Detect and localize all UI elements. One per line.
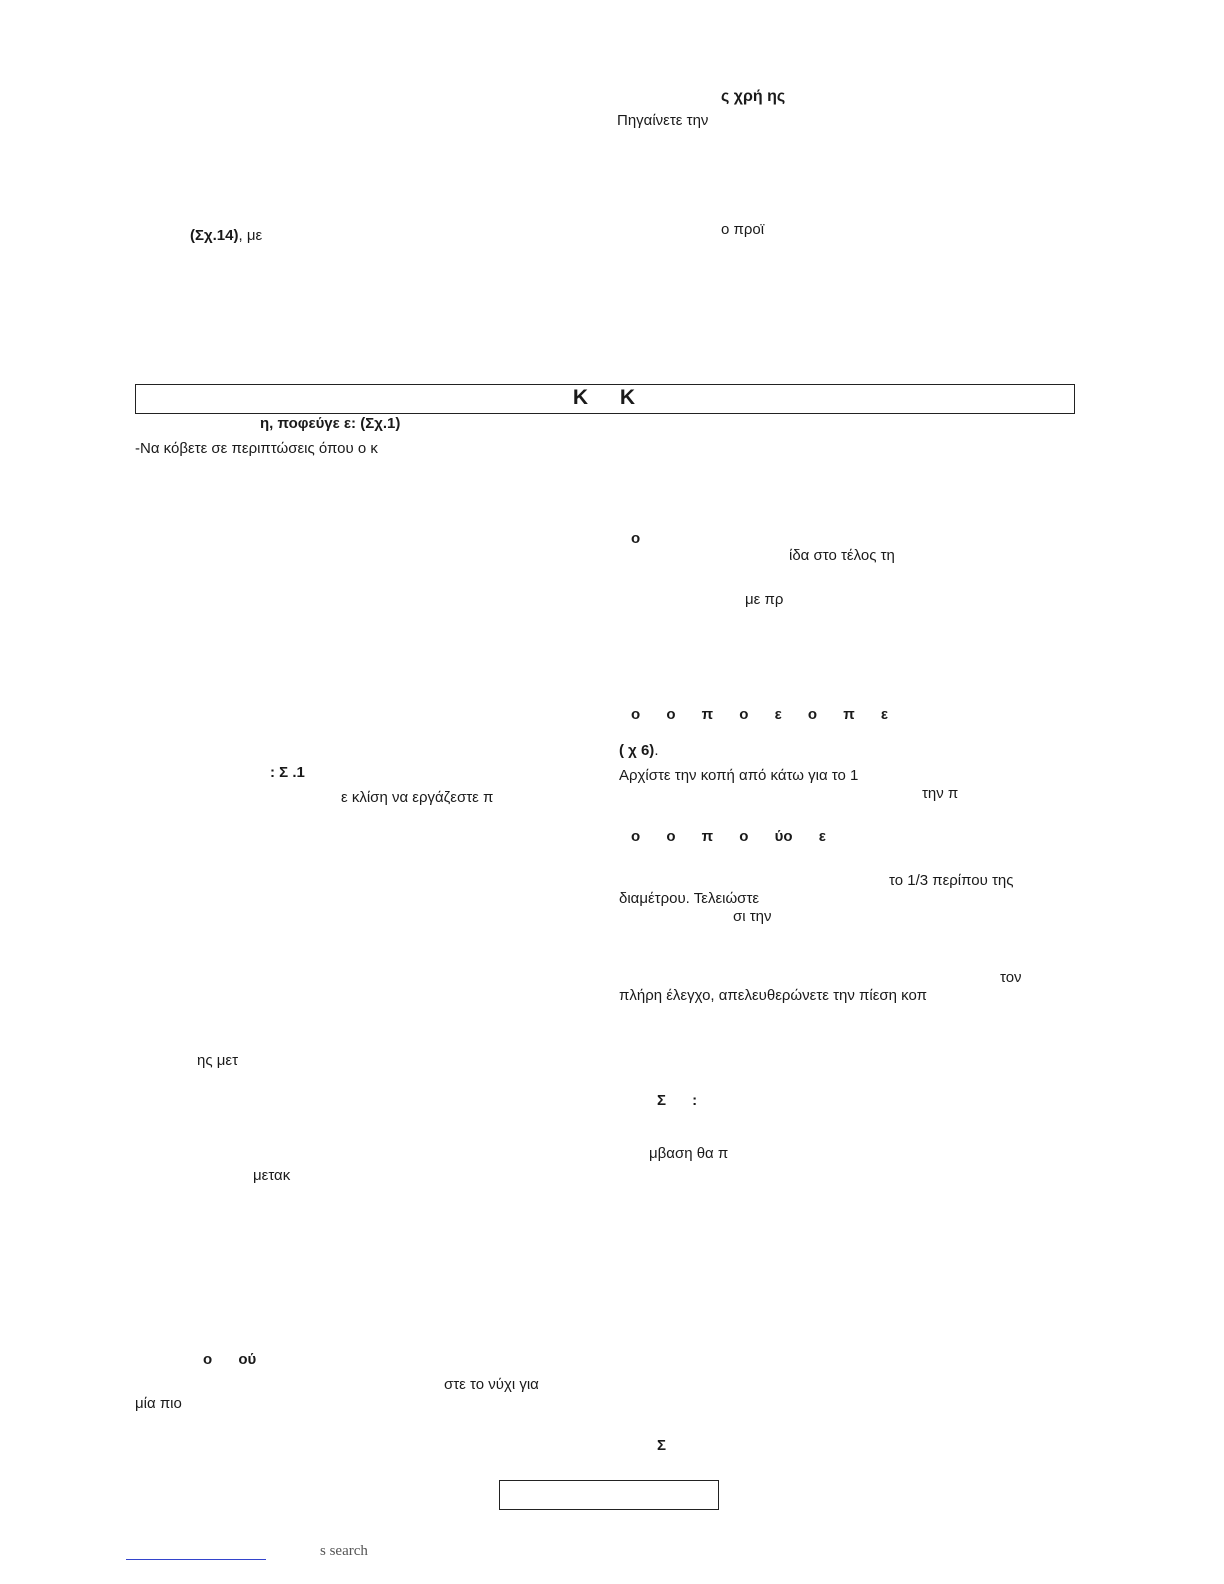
footer-text: s search bbox=[320, 1543, 368, 1559]
left-sub-heading: ο ού bbox=[203, 1351, 257, 1368]
figure-reference: (Σχ.14) bbox=[190, 227, 239, 244]
right-line-7: σι την bbox=[733, 908, 772, 925]
right-figure-reference-suffix: . bbox=[654, 742, 659, 759]
right-line-4: την π bbox=[922, 785, 959, 802]
note-heading-2: Σ bbox=[657, 1437, 667, 1454]
right-fig-ref-line bbox=[619, 742, 658, 760]
figure-reference-suffix: , με bbox=[238, 227, 263, 244]
right-heading-3: ο ο π ο ύο ε bbox=[631, 828, 826, 845]
right-line-3: Αρχίστε την κοπή από κάτω για το 1 bbox=[619, 767, 859, 784]
right-line-6: διαμέτρου. Τελειώστε bbox=[619, 890, 760, 907]
footer-link-underline[interactable] bbox=[126, 1559, 266, 1560]
top-left-line bbox=[190, 227, 262, 245]
avoid-heading: η, ποφεύγε ε: (Σχ.1) bbox=[260, 415, 401, 432]
top-right-line-2: ο προϊ bbox=[721, 221, 765, 238]
right-line-8: τον bbox=[1000, 969, 1022, 986]
section-title-box bbox=[135, 384, 1075, 414]
right-small-heading: ο bbox=[631, 530, 641, 547]
right-line-5: το 1/3 περίπου της bbox=[889, 872, 1014, 889]
avoid-line: -Να κόβετε σε περιπτώσεις όπου ο κ bbox=[135, 440, 378, 457]
left-line-a: ης μετ bbox=[197, 1052, 238, 1069]
figure-heading: : Σ .1 bbox=[270, 764, 305, 781]
left-line-b: μετακ bbox=[253, 1167, 291, 1184]
right-heading-2: ο ο π ο ε ο π ε bbox=[631, 706, 889, 723]
right-line-9: πλήρη έλεγχο, απελευθερώνετε την πίεση κοπ bbox=[619, 987, 927, 1004]
right-line-1: ίδα στο τέλος τη bbox=[789, 547, 895, 564]
note-heading: Σ : bbox=[657, 1092, 698, 1109]
figure-line: ε κλίση να εργάζεστε π bbox=[341, 789, 494, 806]
empty-box bbox=[499, 1480, 719, 1510]
top-right-line-1: Πηγαίνετε την bbox=[617, 112, 709, 129]
left-line-c: στε το νύχι για bbox=[444, 1376, 539, 1393]
section-title: Κ Κ bbox=[572, 386, 638, 409]
right-line-10: μβαση θα π bbox=[649, 1145, 729, 1162]
right-line-2: με πρ bbox=[745, 591, 784, 608]
left-line-d: μία πιο bbox=[135, 1395, 182, 1412]
top-heading-fragment: ς χρή ης bbox=[721, 88, 786, 105]
right-figure-reference: ( χ 6) bbox=[619, 742, 655, 759]
